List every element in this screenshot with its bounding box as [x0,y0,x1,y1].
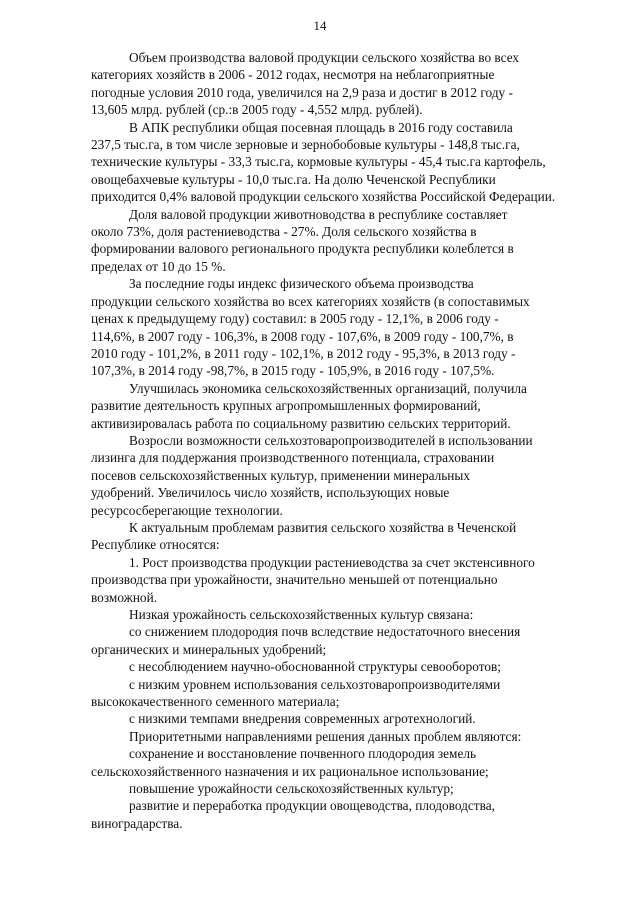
paragraph-production-index: За последние годы индекс физического объема производства продукции сельского хозяйства во всех категориях хозяйств (в сопоставимых ценах к предыдущему году) составил: в 2005 году - 12,1%, в 2006 году - 114,6%, в 2007 году - 106,3%, в 2008 году - 107,6%, в 2009 году - 100,7%, в 2010 году - 101,2%, в 2011 году - 102,1%, в 2012 году - 95,3%, в 2013 году - 107,3%, в 2014 году -98,7%, в 2015 году - 105,9%, в 2016 году - 107,5%. [91,276,530,379]
page-number: 14 [313,18,327,33]
paragraph-problem-1: 1. Рост производства продукции растениеводства за счет экстенсивного производства при урожайности, значительно меньшей от потенциально возможной. [91,554,535,605]
paragraph-leasing-opportunities: Возросли возможности сельхозтоваропроизводителей в использовании лизинга для поддержания производственного потенциала, страховании посевов сельскохозяйственных культур, применении минеральных удобрений. Увеличилось число хозяйств, использующих новые ресурсосберегающие технологии. [91,432,533,518]
paragraph-problems-intro: К актуальным проблемам развития сельского хозяйства в Чеченской Республике относятся: [91,519,517,553]
paragraph-priorities-intro: Приоритетными направлениями решения данных проблем являются: [129,728,522,744]
paragraph-economy-improvement: Улучшилась экономика сельскохозяйственных организаций, получила развитие деятельность крупных агропромышленных формирований, активизировалась работа по социальному развитию сельских территорий. [91,380,527,431]
list-item-crop-rotation: с несоблюдением научно-обоснованной структуры севооборотов; [129,659,501,675]
paragraph-livestock-share: Доля валовой продукции животноводства в республике составляет около 73%, доля растениеводства - 27%. Доля сельского хозяйства в формировании валового регионального продукта республики колеблется в пределах от 10 до 15 %. [91,206,514,274]
paragraph-gross-output: Объем производства валовой продукции сельского хозяйства во всех категориях хозяйств в 2006 - 2012 годах, несмотря на неблагоприятные погодные условия 2010 года, увеличился на 2,9 раза и достиг в 2012 году - 13,605 млрд. рублей (ср.:в 2005 году - 4,552 млрд. рублей). [91,50,520,118]
paragraph-sown-area: В АПК республики общая посевная площадь в 2016 году составила 237,5 тыс.га, в том числе зерновые и зернобобовые культуры - 148,8 тыс.га, технические культуры - 33,3 тыс.га, кормовые культуры - 45,4 тыс.га картофель, овощебахчевые культуры - 10,0 тыс.га. На долю Чеченской Республики приходится 0,4% валовой продукции сельского хозяйства Российской Федерации. [91,119,556,205]
list-item-agrotech-pace: с низкими темпами внедрения современных агротехнологий. [129,711,476,727]
list-item-yield-increase: повышение урожайности сельскохозяйственных культур; [129,781,454,797]
list-item-soil-preservation: сохранение и восстановление почвенного плодородия земель сельскохозяйственного назначения и их рациональное использование; [91,746,489,779]
paragraph-low-yield-causes: Низкая урожайность сельскохозяйственных культур связана: [129,607,474,622]
list-item-vegetable-fruit-wine: развитие и переработка продукции овощеводства, плодоводства, виноградарства. [91,798,495,831]
list-item-fertility-decline: со снижением плодородия почв вследствие недостаточного внесения органических и минеральных удобрений; [91,624,521,657]
list-item-seed-material: с низким уровнем использования сельхозтоваропроизводителями высококачественного семенного материала; [91,676,501,710]
document-body [91,49,599,832]
